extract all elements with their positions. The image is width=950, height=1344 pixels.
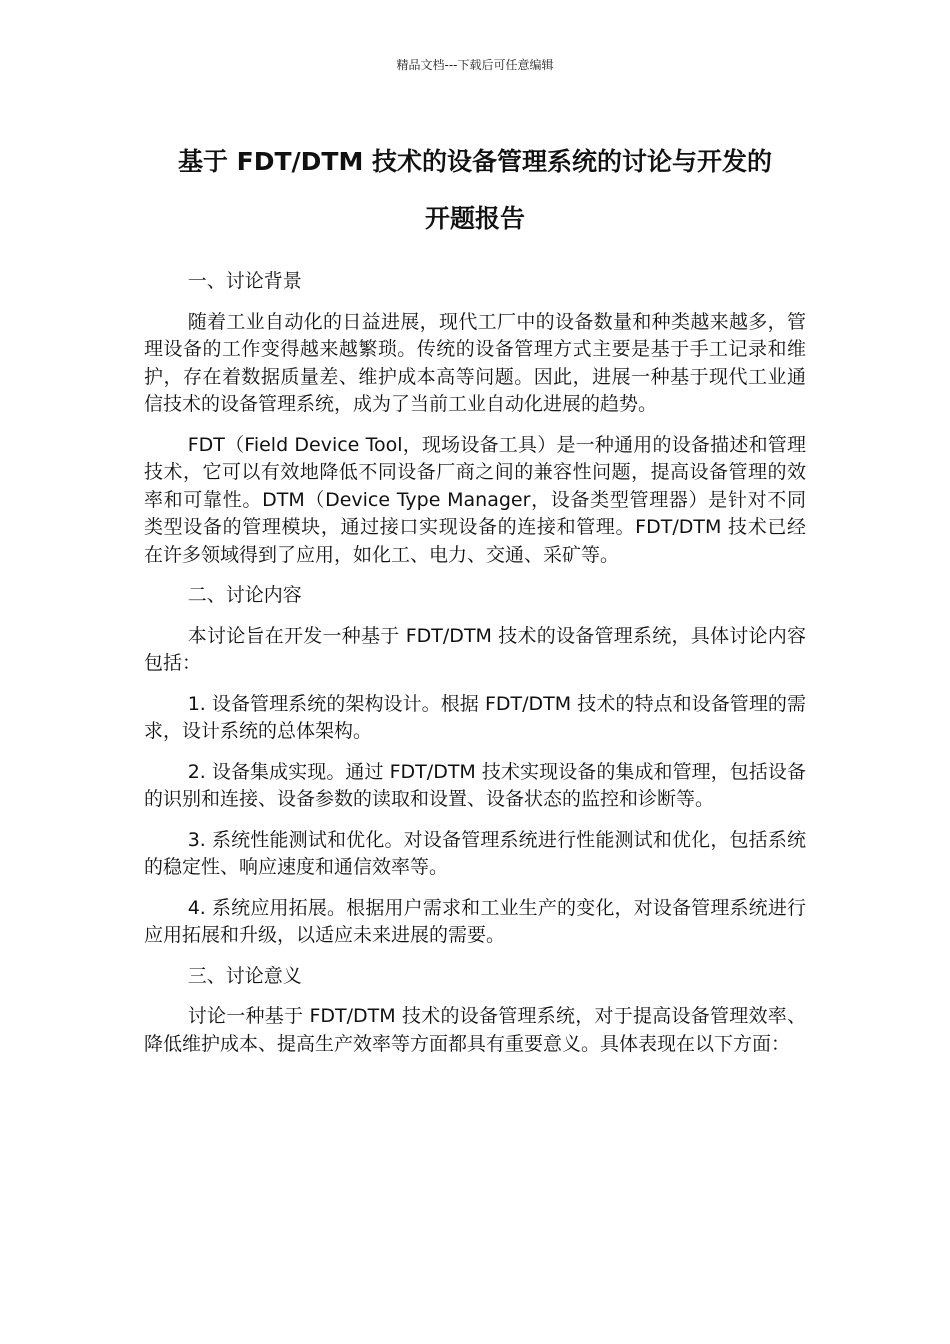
paragraph-background-1: 随着工业自动化的日益进展，现代工厂中的设备数量和种类越来越多，管理设备的工作变得越来越繁琐。传统的设备管理方式主要是基于手工记录和维护，存在着数据质量差、维护成本高等问题。因此，进展一种基于现代工业通信技术的设备管理系统，成为了当前工业自动化进展的趋势。 [144,310,806,415]
list-item-1: 1. 设备管理系统的架构设计。根据 FDT/DTM 技术的特点和设备管理的需求，设计系统的总体架构。 [144,692,806,742]
list-item-3: 3. 系统性能测试和优化。对设备管理系统进行性能测试和优化，包括系统的稳定性、响应速度和通信效率等。 [144,828,806,878]
page-header: 精品文档---下载后可任意编辑 [396,58,554,72]
document-body [144,268,806,1071]
document-title [140,133,810,247]
section-heading-background: 一、讨论背景 [187,270,302,292]
list-item-2: 2. 设备集成实现。通过 FDT/DTM 技术实现设备的集成和管理，包括设备的识别和连接、设备参数的读取和设置、设备状态的监控和诊断等。 [144,760,806,810]
paragraph-significance: 讨论一种基于 FDT/DTM 技术的设备管理系统，对于提高设备管理效率、降低维护成本、提高生产效率等方面都具有重要意义。具体表现在以下方面： [144,1005,806,1055]
title-line-2: 开题报告 [424,204,525,233]
section-heading-content: 二、讨论内容 [187,584,302,606]
paragraph-background-2: FDT（Field Device Tool，现场设备工具）是一种通用的设备描述和管理技术，它可以有效地降低不同设备厂商之间的兼容性问题，提高设备管理的效率和可靠性。DTM（Device Type Manager，设备类型管理器）是针对不同类型设备的管理模块，通过接口实现设备的连接和管理。FDT/DTM 技术已经在许多领域得到了应用，如化工、电力、交通、采矿等。 [144,433,806,566]
title-line-1: 基于 FDT/DTM 技术的设备管理系统的讨论与开发的 [177,147,773,176]
list-item-4: 4. 系统应用拓展。根据用户需求和工业生产的变化，对设备管理系统进行应用拓展和升级，以适应未来进展的需要。 [144,896,806,946]
paragraph-content-intro: 本讨论旨在开发一种基于 FDT/DTM 技术的设备管理系统，具体讨论内容包括： [144,624,806,674]
section-heading-significance: 三、讨论意义 [187,964,302,987]
